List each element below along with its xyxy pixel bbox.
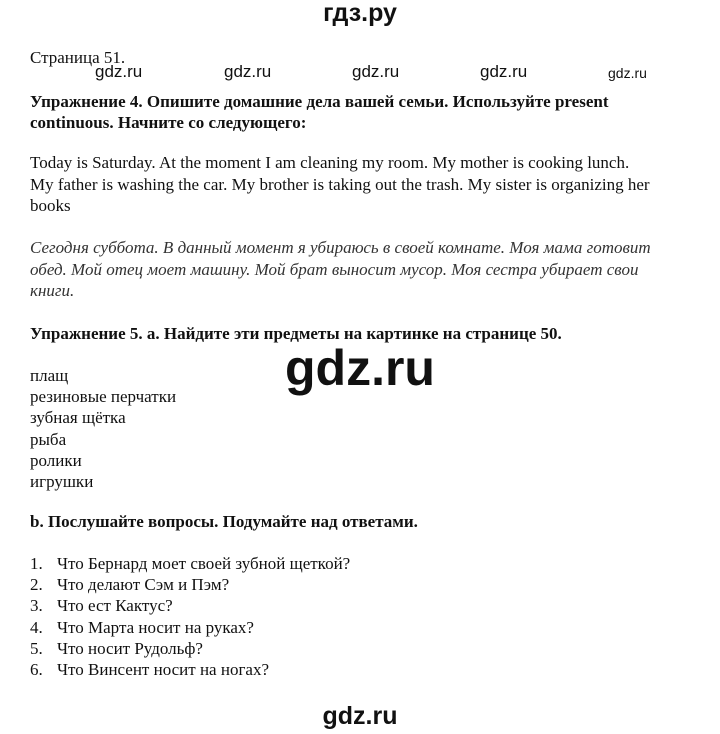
watermark: gdz.ru	[224, 62, 272, 81]
question-text: Что делают Сэм и Пэм?	[57, 575, 230, 595]
exercise4-russian-translation: Сегодня суббота. В данный момент я убираюсь в своей комнате. Моя мама готовит обед. Мой отец моет машину. Мой брат выносит мусор. Моя сестра убирает свои книги.	[30, 238, 651, 300]
list-item: плащ	[30, 366, 69, 385]
items-list	[30, 365, 176, 492]
question-item	[30, 553, 350, 574]
list-item: рыба	[30, 429, 67, 449]
question-item	[30, 617, 350, 638]
question-text: Что Марта носит на руках?	[57, 617, 254, 637]
exercise4-heading-line1: Упражнение 4. Опишите домашние дела вашей семьи. Используйте present	[30, 92, 609, 111]
question-number: 5.	[30, 638, 43, 658]
question-item	[30, 595, 350, 616]
exercise5-heading: Упражнение 5. а. Найдите эти предметы на картинке на странице 50.	[30, 324, 562, 343]
question-item	[30, 659, 350, 680]
watermark-footer: gdz.ru	[322, 702, 398, 730]
question-text: Что ест Кактус?	[57, 596, 173, 616]
exercise4-heading-line2: continuous. Начните со следующего:	[30, 113, 307, 132]
exercise4-english-text: Today is Saturday. At the moment I am cleaning my room. My mother is cooking lunch. My father is washing the car. My brother is taking out the trash. My sister is organizing her books	[30, 153, 650, 215]
question-number: 4.	[30, 617, 43, 637]
watermark: gdz.ru	[480, 62, 528, 81]
question-item	[30, 574, 350, 595]
question-text: Что Винсент носит на ногах?	[57, 660, 270, 680]
list-item: зубная щётка	[30, 408, 126, 428]
question-text: Что Бернард моет своей зубной щеткой?	[57, 554, 351, 573]
question-number: 2.	[30, 575, 43, 595]
watermark: gdz.ru	[95, 62, 143, 81]
question-item	[30, 638, 350, 659]
watermark: gdz.ru	[608, 65, 647, 81]
site-header-title: гдз.ру	[323, 0, 397, 27]
question-number: 6.	[30, 660, 43, 680]
question-text: Что носит Рудольф?	[57, 638, 203, 658]
watermark: gdz.ru	[352, 62, 400, 81]
page-label: Страница 51.	[30, 48, 126, 67]
list-item: резиновые перчатки	[30, 387, 177, 407]
question-number: 3.	[30, 596, 43, 616]
exercise5-part-b-heading: b. Послушайте вопросы. Подумайте над ответами.	[30, 512, 418, 531]
watermark-large: gdz.ru	[285, 340, 435, 396]
list-item: игрушки	[30, 472, 94, 492]
list-item: ролики	[30, 450, 82, 470]
questions-list	[30, 553, 350, 680]
question-number: 1.	[30, 554, 43, 573]
